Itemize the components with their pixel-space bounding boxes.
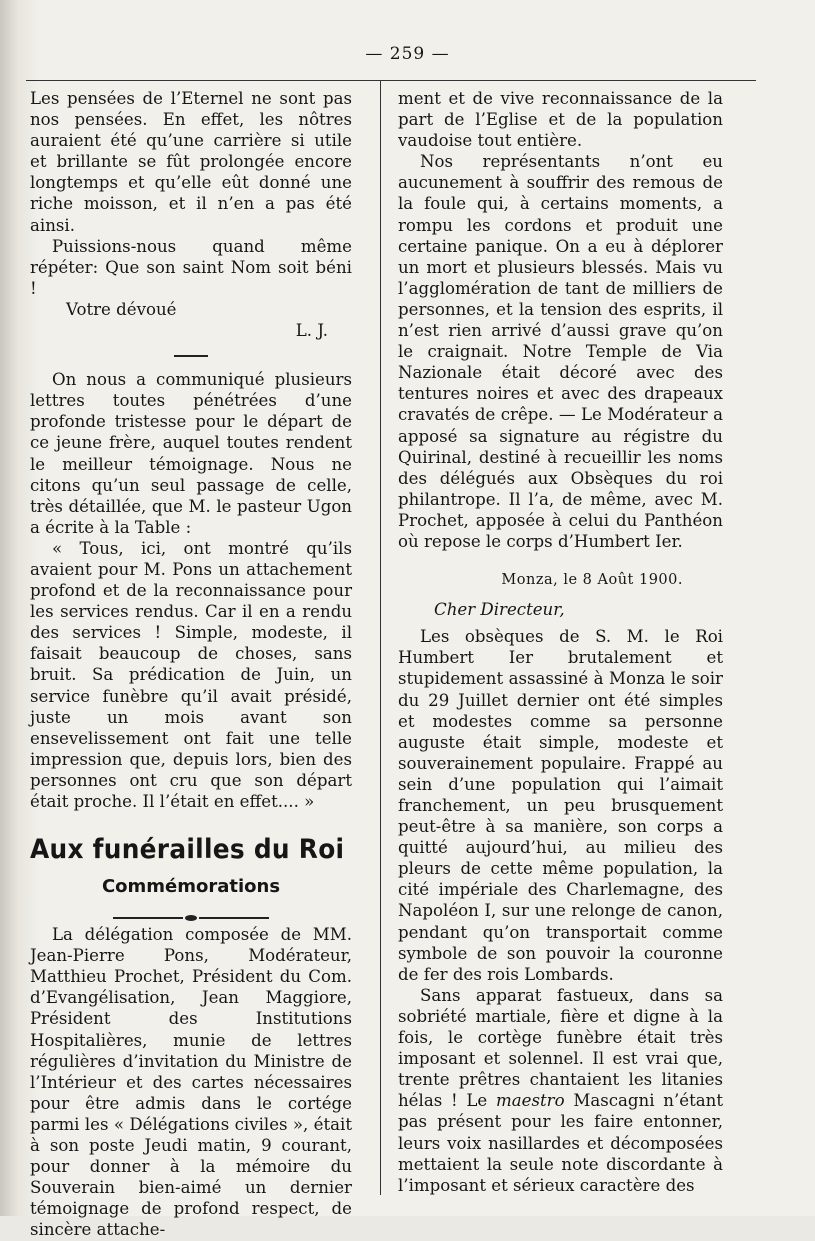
obseques-paragraph: Les obsèques de S. M. le Roi Humbert Ier brutalement et stupidement assassiné à Monza le soir du 29 Juillet dernier ont été simples et modestes comme sa personne auguste était simple, modeste et souverainement populaire. Frappé au sein d’une population qui l’aimait franchement, un peu brusquement peut-être à sa manière, son corps a quitté aujourd’hui, au milieu des pleurs de cette même population, la cité impériale des Charlemagne, des Napoléon I, sur une relonge de canon, pendant qu’on transportait comme symbole de son pouvoir la couronne de fer des rois Lombards. — [398, 627, 723, 984]
cortege-paragraph — [398, 985, 723, 1196]
representatives-paragraph: Nos représentants n’ont eu aucunement à souffrir des remous de la foule qui, à certains moments, a rompu les cordons et produit une certaine panique. On a eu à déplorer un mort et plusieurs blessés. Mais vu l’agglomération de tant de milliers de personnes, et la tension des esprits, il n’est rien arrivé d’aussi grave qu’on le craignait. Notre Temple de Via Nazionale était décoré avec des tentures noires et avec des drapeaux cravatés de crêpe. — Le Modérateur a apposé sa signature au régistre du Quirinal, destiné à recueillir les noms des délégués aux Obsèques du roi philantrope. Il l’a, de même, avec M. Prochet, apposée à celui du Panthéon où repose le corps d’Humbert Ier. — [398, 152, 723, 551]
column-divider — [380, 80, 381, 1195]
communication-paragraph: On nous a communiqué plusieurs lettres toutes pénétrées d’une profonde tristesse pour le départ de ce jeune frère, auquel toutes rendent le meilleur témoignage. Nous ne citons qu’un seul passage de celle, très détaillée, que M. le pasteur Ugon a écrite à la Table : — [30, 370, 352, 537]
letter-initials: L. J. — [295, 321, 328, 341]
continuation-paragraph: ment et de vive reconnaissance de la part de l’Eglise et de la population vaudoise tout entière. — [398, 89, 723, 151]
header-rule — [26, 80, 756, 81]
cortege-text-end: Mascagni n’étant pas présent pour les faire entonner, leurs voix nasillardes et décomposées mettaient la seule note discordante à l’imposant et sérieux caractère des — [398, 1091, 724, 1195]
letter-paragraph: Les pensées de l’Eternel ne sont pas nos pensées. En effet, les nôtres auraient été qu’une carrière si utile et brillante se fût prolongée encore longtemps et qu’elle eût donné une riche moisson, et il n’en a pas été ainsi. — [30, 89, 352, 235]
page-number: — 259 — — [365, 44, 450, 64]
left-column — [30, 88, 352, 1241]
letter-salutation: Cher Directeur, — [434, 600, 565, 620]
right-column — [398, 88, 723, 1196]
article-heading: Aux funérailles du Roi — [30, 834, 345, 866]
letter-paragraph: Puissions-nous quand même répéter: Que son saint Nom soit béni ! — [30, 236, 352, 298]
maestro-italic: maestro — [496, 1091, 565, 1111]
ornament-divider — [30, 906, 352, 918]
cortege-text-start: Sans apparat fastueux, dans sa sobriété martiale, fière et digne à la fois, le cortège funèbre était très imposant et solennel. Il est vrai que, trente prêtres chantaient les litanies hélas ! Le — [398, 985, 723, 1111]
letter-dateline: Monza, le 8 Août 1900. — [501, 572, 683, 589]
section-separator — [174, 355, 208, 357]
quote-paragraph: « Tous, ici, ont montré qu’ils avaient pour M. Pons un attachement profond et de la reconnaissance pour les services rendus. Car il en a rendu des services ! Simple, modeste, il faisait beaucoup de choses, sans bruit. Sa prédication de Juin, un service funèbre qu’il avait présidé, juste un mois avant son ensevelissement ont fait une telle impression que, depuis lors, bien des personnes ont cru que son départ était proche. Il l’était en effet.... » — [30, 538, 352, 811]
article-subheading: Commémorations — [101, 876, 281, 898]
letter-signoff: Votre dévoué — [66, 299, 177, 319]
delegation-paragraph: La délégation composée de MM. Jean-Pierre Pons, Modérateur, Matthieu Prochet, Président du Com. d’Evangélisation, Jean Maggiore, Président des Institutions Hospitalières, munie de lettres régulières d’invitation du Ministre de l’Intérieur et des cartes nécessaires pour être admis dans le cortége parmi les « Délégations civiles », était à son poste Jeudi matin, 9 courant, pour donner à la mémoire du Souverain bien-aimé un dernier témoignage de profond respect, de sincère attache- — [30, 925, 352, 1240]
